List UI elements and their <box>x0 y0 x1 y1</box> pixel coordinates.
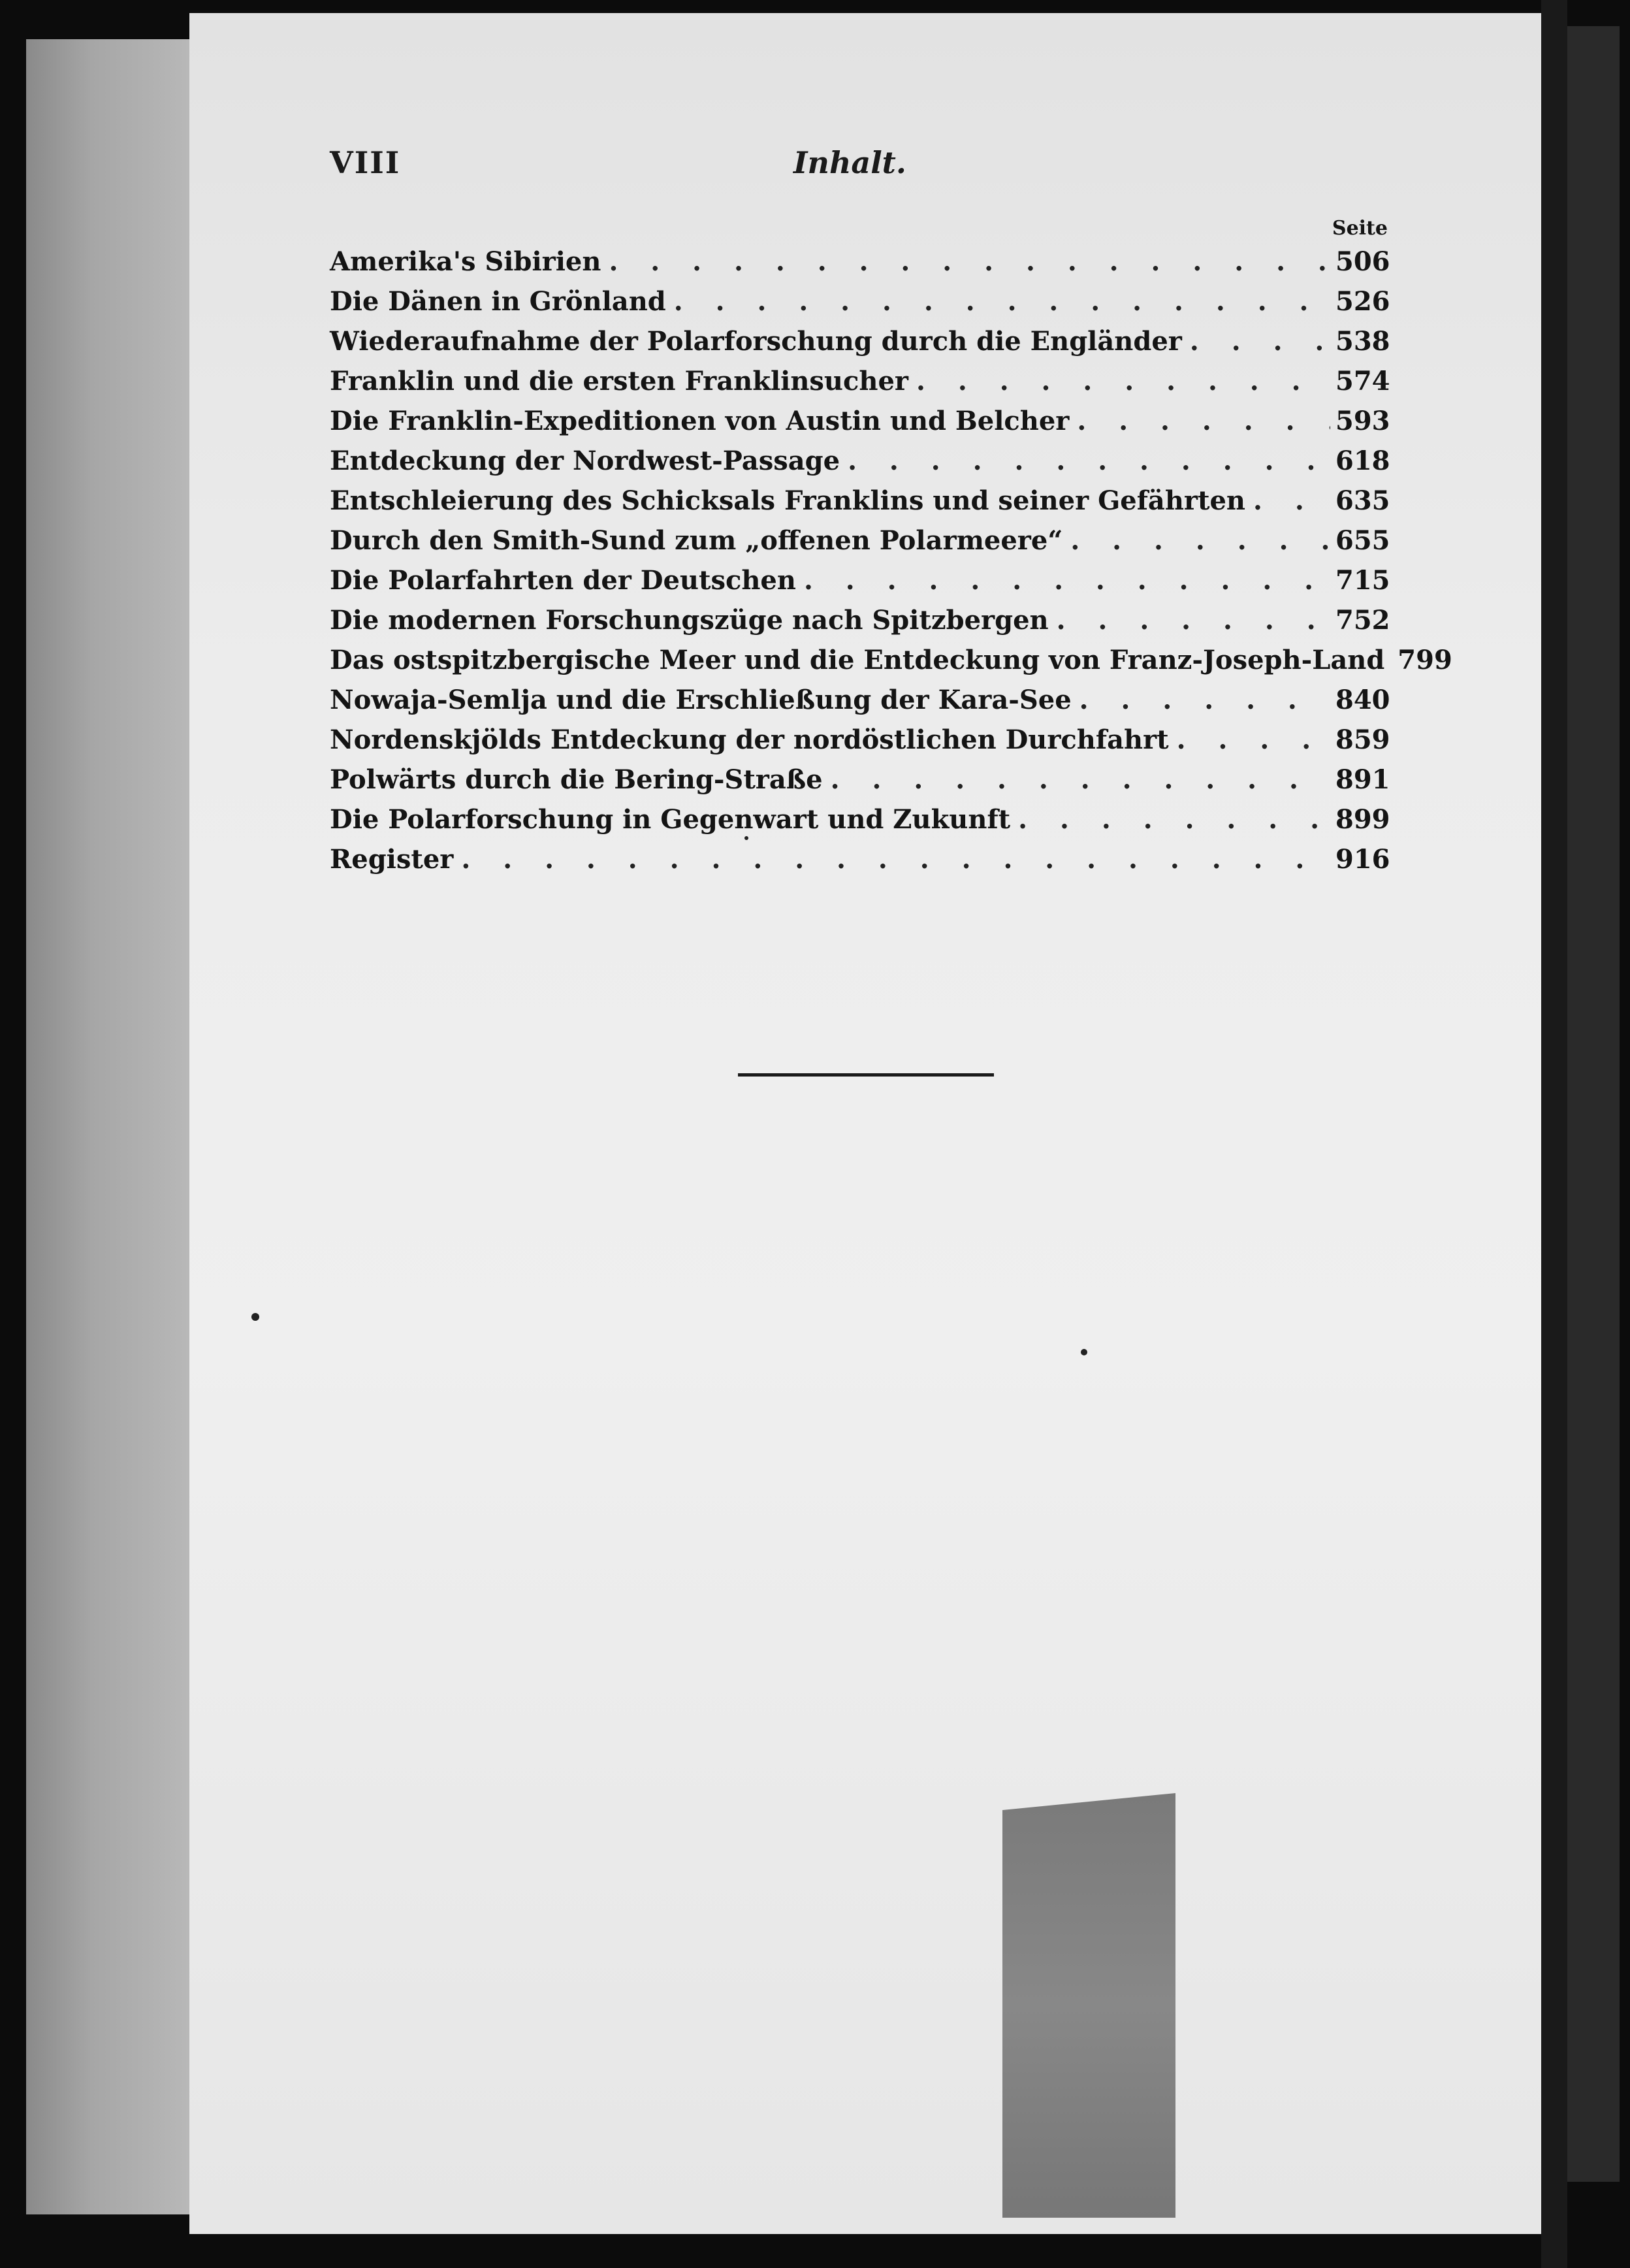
ink-speck <box>251 1313 259 1321</box>
section-divider-rule <box>738 1073 994 1077</box>
toc-entry-title: Nordenskjölds Entdeckung der nordöstlichen Durchfahrt <box>330 724 1169 755</box>
paper-scrap-shadow <box>1002 1793 1175 2218</box>
toc-entry <box>330 760 1388 800</box>
leader-dots <box>609 242 1330 282</box>
leader-dots <box>1079 680 1330 720</box>
toc-entry-title: Die modernen Forschungszüge nach Spitzbergen <box>330 605 1049 636</box>
toc-entry-title: Amerika's Sibirien <box>330 246 601 277</box>
toc-entry-title: Register <box>330 844 454 875</box>
toc-entry-title: Polwärts durch die Bering-Straße <box>330 764 823 795</box>
toc-entry <box>330 720 1388 760</box>
toc-entry-title: Nowaja-Semlja und die Erschließung der Kara-See <box>330 685 1072 715</box>
toc-entry-title: Die Franklin-Expeditionen von Austin und Belcher <box>330 406 1070 436</box>
toc-entry-title: Die Dänen in Grönland <box>330 286 666 317</box>
leader-dots <box>804 560 1330 600</box>
toc-entry <box>330 282 1388 321</box>
leader-dots <box>1070 521 1330 560</box>
toc-entry <box>330 680 1388 720</box>
toc-entry-page: 618 <box>1335 446 1390 476</box>
toc-entry <box>330 560 1388 600</box>
toc-entry-title: Die Polarforschung in Gegenwart und Zukunft <box>330 804 1011 835</box>
toc-entry-page: 506 <box>1335 246 1390 277</box>
toc-entry-page: 752 <box>1335 605 1390 636</box>
leader-dots <box>1177 720 1330 760</box>
toc-entry-title: Entschleierung des Schicksals Franklins und seiner Gefährten <box>330 485 1246 516</box>
toc-entry <box>330 481 1388 521</box>
toc-entry-page: 538 <box>1335 326 1390 357</box>
toc-entry-title: Das ostspitzbergische Meer und die Entdeckung von Franz-Joseph-Land <box>330 645 1385 675</box>
toc-entry-page: 899 <box>1335 804 1390 835</box>
toc-entry <box>330 361 1388 401</box>
facing-page-edge <box>26 39 189 2214</box>
leader-dots <box>1190 321 1330 361</box>
book-spine-shadow <box>1541 0 1567 2268</box>
toc-entry <box>330 321 1388 361</box>
toc-entry-title: Entdeckung der Nordwest-Passage <box>330 446 840 476</box>
toc-entry <box>330 441 1388 481</box>
toc-entry <box>330 640 1452 680</box>
leader-dots <box>674 282 1330 321</box>
toc-entry <box>330 800 1388 839</box>
leader-dots <box>1018 800 1330 839</box>
toc-entry-title: Franklin und die ersten Franklinsucher <box>330 366 908 397</box>
next-page-edge <box>1567 26 1620 2182</box>
toc-entry <box>330 242 1388 282</box>
toc-entry <box>330 839 1388 879</box>
toc-entries <box>330 242 1452 879</box>
toc-entry-page: 574 <box>1335 366 1390 397</box>
leader-dots <box>1057 600 1330 640</box>
toc-entry-page: 655 <box>1335 525 1390 556</box>
toc-entry-page: 891 <box>1335 764 1390 795</box>
toc-entry <box>330 521 1388 560</box>
toc-entry-page: 840 <box>1335 685 1390 715</box>
page-column-label: Seite <box>1332 217 1388 240</box>
page-title: Inhalt. <box>793 145 906 180</box>
leader-dots <box>848 441 1330 481</box>
leader-dots <box>1077 401 1330 441</box>
toc-entry-page: 635 <box>1335 485 1390 516</box>
toc-entry-page: 593 <box>1335 406 1390 436</box>
toc-entry <box>330 600 1388 640</box>
running-header <box>330 145 1538 184</box>
page-number: VIII <box>330 145 401 180</box>
toc-entry-page: 526 <box>1335 286 1390 317</box>
toc-entry-page: 715 <box>1335 565 1390 596</box>
toc-entry <box>330 401 1388 441</box>
ink-speck <box>744 836 748 840</box>
leader-dots <box>916 361 1330 401</box>
leader-dots <box>1253 481 1330 521</box>
toc-entry-title: Wiederaufnahme der Polarforschung durch die Engländer <box>330 326 1182 357</box>
leader-dots <box>461 839 1330 879</box>
leader-dots <box>831 760 1330 800</box>
toc-entry-page: 859 <box>1335 724 1390 755</box>
toc-entry-title: Durch den Smith-Sund zum „offenen Polarmeere“ <box>330 525 1063 556</box>
ink-speck <box>1081 1349 1087 1355</box>
table-of-contents <box>330 216 1452 879</box>
toc-entry-page: 916 <box>1335 844 1390 875</box>
toc-entry-page: 799 <box>1398 645 1452 675</box>
toc-entry-title: Die Polarfahrten der Deutschen <box>330 565 796 596</box>
